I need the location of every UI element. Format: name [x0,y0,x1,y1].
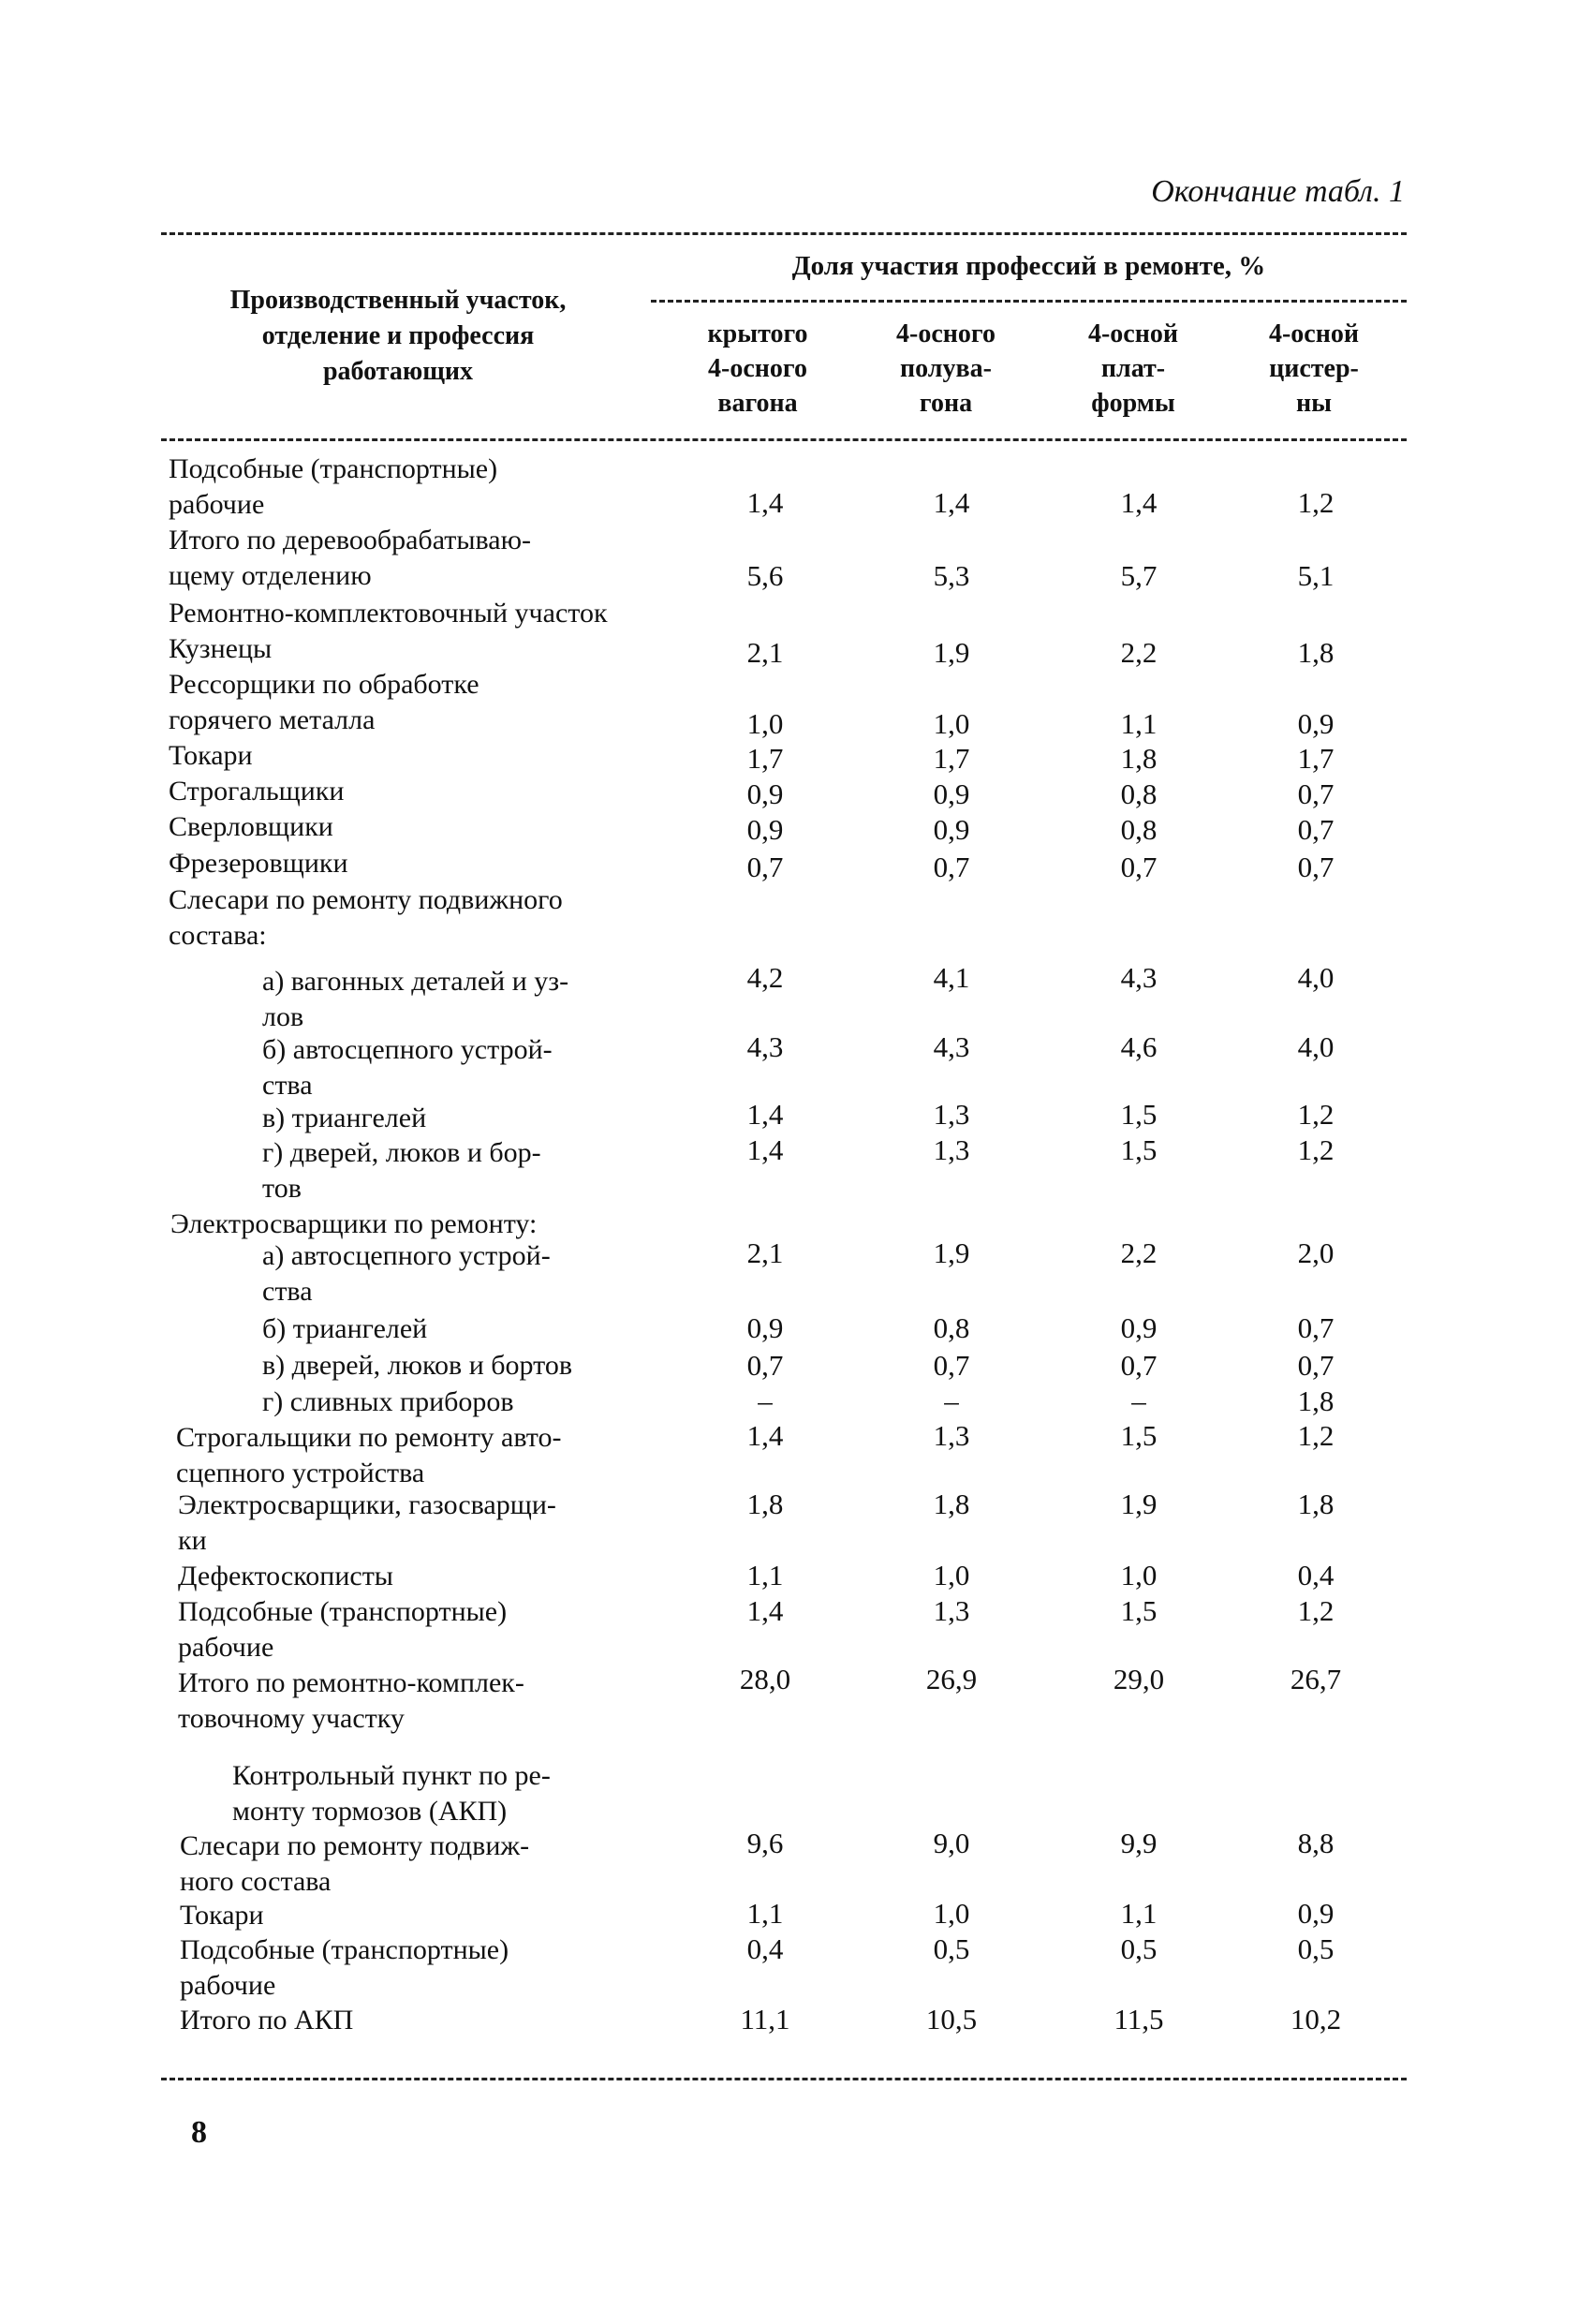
table-cell: 1,9 [933,636,970,669]
row-label: Итого по деревообрабатываю- щему отделению [169,525,531,591]
table-cell: 28,0 [739,1663,791,1695]
table-cell: 1,5 [1120,1419,1158,1452]
table-cell: 1,4 [746,1594,784,1627]
header-col-covered-wagon: крытого 4-осного вагона [707,319,808,418]
header-col-tank: 4-осной цистер- ны [1268,319,1360,418]
header-col-gondola: 4-осного полува- гона [896,319,996,418]
table-cell: 1,9 [1120,1488,1158,1520]
table-caption: Окончание табл. 1 [1151,174,1405,209]
table-cell: 0,8 [933,1311,970,1344]
table-cell: 9,6 [746,1827,784,1859]
table-cell: 11,5 [1114,2003,1164,2035]
table-cell: 5,3 [933,559,970,592]
table-cell: 0,8 [1120,777,1158,810]
table-cell: 4,6 [1120,1030,1158,1063]
table-cell: 1,1 [1120,1897,1158,1930]
row-label: Слесари по ремонту подвиж- ного состава [180,1830,530,1897]
table-cell: 4,2 [746,961,784,994]
row-label: Фрезеровщики [169,848,348,879]
table-cell: 1,0 [933,1559,970,1591]
table-cell: 4,3 [933,1030,970,1063]
table-bottom-rule [161,2078,1407,2080]
table-cell: 0,7 [1297,1349,1335,1382]
table-cell: 1,4 [746,1098,784,1131]
row-label: Кузнецы [169,633,273,664]
table-cell: 1,0 [933,707,970,740]
table-cell: 0,7 [933,1349,970,1382]
table-cell: 26,7 [1290,1663,1342,1695]
table-cell: 1,1 [746,1897,784,1930]
row-label: Контрольный пункт по ре- монту тормозов (АКП) [232,1760,551,1827]
table-cell: 11,1 [740,2003,790,2035]
table-cell: 0,7 [746,1349,784,1382]
table-cell: 0,9 [933,777,970,810]
row-label: Итого по ремонтно-комплек- товочному участку [178,1667,524,1734]
table-cell: – [1131,1384,1146,1417]
table-cell: 1,8 [1297,636,1335,669]
table-cell: 1,1 [1120,707,1158,740]
table-cell: 1,3 [933,1419,970,1452]
row-label: Дефектоскописты [178,1561,393,1591]
table-cell: 0,9 [1297,707,1335,740]
table-cell: 4,0 [1297,961,1335,994]
table-cell: 10,5 [925,2003,978,2035]
table-cell: 1,7 [933,742,970,775]
table-cell: 1,5 [1120,1594,1158,1627]
table-cell: 0,7 [933,851,970,883]
table-cell: 1,3 [933,1098,970,1131]
table-cell: 1,2 [1297,1594,1335,1627]
table-cell: 0,7 [746,851,784,883]
table-cell: 1,5 [1120,1098,1158,1131]
table-cell: 1,4 [746,1133,784,1166]
header-group-title: Доля участия профессий в ремонте, % [791,251,1266,281]
table-cell: 2,1 [746,636,784,669]
table-cell: 1,8 [1297,1384,1335,1417]
row-label: Подсобные (транспортные) рабочие [178,1596,508,1663]
row-label: в) триангелей [262,1103,427,1133]
table-cell: 0,7 [1120,851,1158,883]
row-label: г) сливных приборов [262,1386,514,1417]
table-cell: 1,2 [1297,1133,1335,1166]
table-cell: 0,7 [1120,1349,1158,1382]
row-label: а) автосцепного устрой- ства [262,1240,551,1307]
row-label: Электросварщики по ремонту: [170,1208,538,1239]
table-cell: 1,8 [933,1488,970,1520]
row-label: Рессорщики по обработке горячего металла [169,669,479,735]
row-label: б) триангелей [262,1313,428,1344]
table-cell: 9,0 [933,1827,970,1859]
row-label: б) автосцепного устрой- ства [262,1034,553,1101]
table-cell: 4,3 [1120,961,1158,994]
table-cell: 1,3 [933,1133,970,1166]
table-cell: 1,7 [746,742,784,775]
table-cell: – [758,1384,773,1417]
table-cell: 0,5 [1297,1932,1335,1965]
table-cell: 1,8 [746,1488,784,1520]
table-cell: 4,0 [1297,1030,1335,1063]
table-cell: 2,2 [1120,636,1158,669]
table-cell: 0,9 [746,777,784,810]
row-label: в) дверей, люков и бортов [262,1350,572,1381]
table-cell: 1,0 [1120,1559,1158,1591]
page-number: 8 [191,2115,207,2150]
table-cell: 0,9 [746,1311,784,1344]
table-cell: 1,5 [1120,1133,1158,1166]
table-cell: 0,7 [1297,777,1335,810]
row-label: г) дверей, люков и бор- тов [262,1137,541,1204]
row-label: Электросварщики, газосварщи- ки [178,1489,556,1556]
table-cell: 0,9 [1297,1897,1335,1930]
table-cell: 0,7 [1297,851,1335,883]
table-cell: 1,4 [746,1419,784,1452]
table-cell: 0,7 [1297,1311,1335,1344]
table-cell: 1,2 [1297,486,1335,519]
table-cell: 1,0 [746,707,784,740]
table-cell: 0,9 [746,813,784,846]
table-cell: 0,5 [1120,1932,1158,1965]
row-label: Строгальщики [169,776,345,807]
table-cell: 5,7 [1120,559,1158,592]
table-top-rule [161,232,1407,235]
table-cell: 1,0 [933,1897,970,1930]
table-cell: 8,8 [1297,1827,1335,1859]
row-label: Итого по АКП [180,2005,354,2035]
table-cell: 2,0 [1297,1236,1335,1269]
table-cell: 0,7 [1297,813,1335,846]
table-cell: 1,4 [933,486,970,519]
table-cell: 1,1 [746,1559,784,1591]
table-cell: 5,6 [746,559,784,592]
row-label: а) вагонных деталей и уз- лов [262,966,569,1032]
table-cell: 1,2 [1297,1098,1335,1131]
table-cell: 0,4 [1297,1559,1335,1591]
row-label: Слесари по ремонту подвижного состава: [169,884,563,951]
table-cell: 1,8 [1297,1488,1335,1520]
row-label: Подсобные (транспортные) рабочие [169,453,498,520]
header-sub-rule [651,300,1407,303]
table-cell: 0,9 [933,813,970,846]
table-cell: 10,2 [1290,2003,1342,2035]
header-col-platform: 4-осной плат- формы [1087,319,1179,418]
table-cell: 0,9 [1120,1311,1158,1344]
table-cell: 9,9 [1120,1827,1158,1859]
row-label: Ремонтно-комплектовочный участок [169,598,608,629]
header-row-label: Производственный участок, отделение и профессия работающих [229,286,567,386]
table-cell: 2,2 [1120,1236,1158,1269]
table-cell: 1,4 [746,486,784,519]
table-cell: 4,1 [933,961,970,994]
table-cell: 4,3 [746,1030,784,1063]
row-label: Токари [180,1900,264,1931]
header-bottom-rule [161,438,1407,441]
table-cell: 0,4 [746,1932,784,1965]
table-cell: 1,4 [1120,486,1158,519]
row-label: Токари [169,740,253,771]
row-label: Сверловщики [169,811,333,842]
row-label: Строгальщики по ремонту авто- сцепного устройства [176,1422,562,1488]
row-label: Подсобные (транспортные) рабочие [180,1934,509,2001]
table-cell: 0,8 [1120,813,1158,846]
table-cell: 2,1 [746,1236,784,1269]
table-cell: – [944,1384,959,1417]
table-cell: 1,9 [933,1236,970,1269]
table-cell: 1,3 [933,1594,970,1627]
table-cell: 5,1 [1297,559,1335,592]
table-cell: 29,0 [1113,1663,1165,1695]
table-cell: 1,8 [1120,742,1158,775]
table-cell: 1,2 [1297,1419,1335,1452]
table-cell: 26,9 [925,1663,978,1695]
table-cell: 1,7 [1297,742,1335,775]
table-cell: 0,5 [933,1932,970,1965]
